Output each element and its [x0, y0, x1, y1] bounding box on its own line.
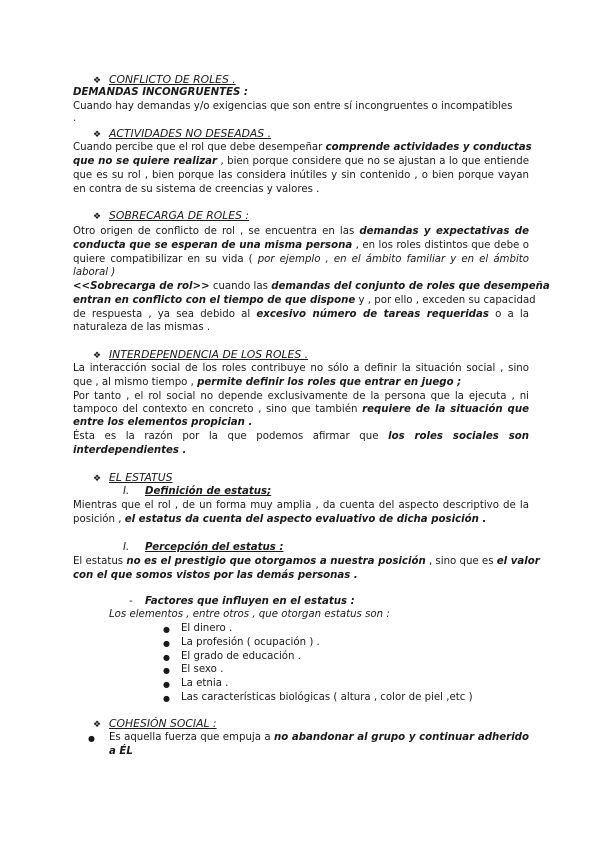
paragraph-line: La interacción social de los roles contribuye no sólo a definir la situación social , sino [73, 363, 529, 374]
paragraph-line [73, 141, 532, 155]
paragraph-line: en contra de su sistema de creencias y valores . [73, 184, 320, 195]
emphasis-run: no es el prestigio que otorgamos a nuestra posición [126, 556, 426, 567]
bullet-dot-icon: ● [163, 694, 170, 703]
italic-run: por ejemplo , en el ámbito familiar y en el ámbito [257, 254, 530, 265]
diamond-bullet-icon: ❖ [93, 474, 102, 484]
text-run: Ésta es la razón por la que podemos afirmar que [73, 431, 389, 442]
diamond-bullet-icon: ❖ [93, 720, 102, 730]
text-run: Otro origen de conflicto de rol , se encuentra en las [73, 226, 360, 237]
paragraph-line: . [73, 113, 77, 124]
bullet-dot-icon: ● [163, 680, 170, 689]
paragraph-line [73, 253, 529, 267]
bullet-dot-icon: ● [163, 666, 170, 675]
emphasis-run: excesivo número de tareas requeridas [256, 309, 489, 320]
diamond-bullet-icon: ❖ [93, 212, 102, 222]
emphasis-run: comprende actividades y conductas [325, 142, 532, 153]
emphasis-run: entran en conflicto con el tiempo de que dispone [73, 295, 356, 306]
paragraph-line: que es su rol , bien porque las considera inútiles y sin contenido , o bien porque vayan [73, 170, 529, 181]
subheading-definicion-de-estatus: Definición de estatus; [145, 486, 272, 497]
paragraph-line: interdependientes . [73, 445, 187, 456]
text-run: Es aquella fuerza que empuja a [109, 732, 274, 743]
paragraph-line: a ÉL [109, 746, 133, 757]
emphasis-run: permite definir los roles que entrar en juego ; [197, 377, 462, 388]
diamond-bullet-icon: ❖ [93, 130, 102, 140]
subheading-percepcion-del-estatus: Percepción del estatus : [145, 542, 284, 553]
text-run: que , al mismo tiempo , [73, 377, 198, 388]
factors-title: Factores que influyen en el estatus : [145, 596, 355, 607]
text-run: posición , [73, 514, 125, 525]
list-item: La profesión ( ocupación ) . [181, 637, 320, 648]
list-item: El grado de educación . [181, 651, 301, 662]
text-run: o a la [488, 309, 529, 320]
heading-el-estatus: EL ESTATUS [109, 471, 173, 484]
emphasis-run: conducta que se esperan de una misma persona [73, 240, 353, 251]
paragraph-line [73, 513, 529, 527]
list-item: Las características biológicas ( altura , color de piel ,etc ) [181, 692, 473, 703]
dash-bullet: - [129, 596, 133, 607]
paragraph-line: con el que somos vistos por las demás personas . [73, 570, 358, 581]
text-run: , sino que es [425, 556, 497, 567]
emphasis-run: no abandonar al grupo y continuar adherido [273, 732, 529, 743]
emphasis-run: el valor [496, 556, 540, 567]
factors-intro: Los elementos , entre otros , que otorgan estatus son : [109, 609, 390, 620]
emphasis-run: el estatus da cuenta del aspecto evaluativo de dicha posición . [124, 514, 487, 525]
paragraph-line: Cuando hay demandas y/o exigencias que son entre sí incongruentes o incompatibles [73, 101, 513, 112]
heading-cohesion-social: COHESIÓN SOCIAL : [109, 717, 217, 730]
roman-numeral: I. [123, 542, 130, 553]
paragraph-line [73, 430, 529, 444]
paragraph-line: Por tanto , el rol social no depende exclusivamente de la persona que la ejecuta , ni [73, 391, 529, 402]
diamond-bullet-icon: ❖ [93, 76, 102, 86]
subheading-demandas-incongruentes: DEMANDAS INCONGRUENTES : [73, 87, 248, 98]
paragraph-line [73, 239, 529, 253]
text-run: cuando las [209, 281, 272, 292]
text-run: y , por ello , exceden su capacidad [355, 295, 536, 306]
paragraph-line [73, 308, 529, 322]
bullet-dot-icon: ● [163, 653, 170, 662]
emphasis-run: <<Sobrecarga de rol>> [73, 281, 210, 292]
paragraph-line [73, 376, 529, 390]
heading-actividades-no-deseadas: ACTIVIDADES NO DESEADAS . [109, 127, 272, 140]
bullet-dot-icon: ● [163, 625, 170, 634]
text-run: de respuesta , ya sea debido al [73, 309, 257, 320]
emphasis-run: los roles sociales son [388, 431, 530, 442]
heading-interdependencia-de-los-roles: INTERDEPENDENCIA DE LOS ROLES . [109, 348, 309, 361]
diamond-bullet-icon: ❖ [93, 351, 102, 361]
paragraph-line [73, 555, 540, 569]
paragraph-line [109, 731, 529, 745]
paragraph-line [73, 294, 536, 308]
text-run: El estatus [73, 556, 127, 567]
list-item: La etnia . [181, 678, 229, 689]
heading-sobrecarga-de-roles: SOBRECARGA DE ROLES : [109, 209, 250, 222]
paragraph-line [73, 225, 529, 239]
paragraph-line [73, 155, 529, 169]
text-run: tampoco del contexto en concreto , sino que también [73, 404, 363, 415]
emphasis-run: demandas y expectativas de [359, 226, 529, 237]
text-run: , en los roles distintos que debe o [352, 240, 529, 251]
text-run: quiere compatibilizar en su vida ( [73, 254, 258, 265]
list-item: El dinero . [181, 623, 233, 634]
paragraph-line [73, 403, 529, 417]
paragraph-line: laboral ) [73, 267, 116, 278]
text-run: Cuando percibe que el rol que debe desempeñar [73, 142, 326, 153]
bullet-dot-icon: ● [88, 734, 95, 743]
paragraph-line [73, 280, 550, 294]
paragraph-line: entre los elementos propician . [73, 417, 253, 428]
roman-numeral: I. [123, 486, 130, 497]
text-run: , bien porque considere que no se ajustan a lo que entiende [217, 156, 529, 167]
heading-conflicto-de-roles: CONFLICTO DE ROLES . [109, 73, 236, 86]
paragraph-line: naturaleza de las mismas . [73, 322, 211, 333]
emphasis-run: que no se quiere realizar [73, 156, 218, 167]
emphasis-run: requiere de la situación que [362, 404, 529, 415]
paragraph-line: Mientras que el rol , de un forma muy amplia , da cuenta del aspecto descriptivo de la [73, 500, 529, 511]
list-item: El sexo . [181, 664, 224, 675]
bullet-dot-icon: ● [163, 639, 170, 648]
emphasis-run: demandas del conjunto de roles que desempeña [271, 281, 550, 292]
